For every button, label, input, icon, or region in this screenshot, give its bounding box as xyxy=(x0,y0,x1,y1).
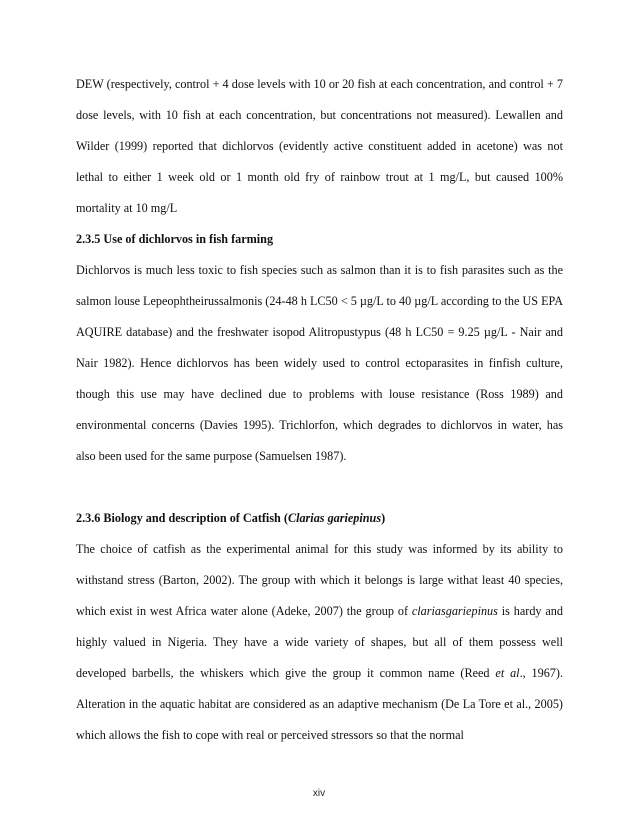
species-name: clariasgariepinus xyxy=(411,604,498,618)
section-heading-2-3-6 xyxy=(76,503,563,534)
paragraph-text-1: The choice of catfish as the experimental animal for this study was informed by its ability to withstand stress (Barton, 2002). The group with which it belongs is large withat least 40 species, which exist in west Africa water alone (Adeke, 2007) the group of xyxy=(76,542,563,618)
paragraph-text-3: ., 1967). Alteration in the aquatic habitat are considered as an adaptive mechanism (De La Tore et al., 2005) which allows the fish to cope with real or perceived stressors so that the normal xyxy=(76,666,564,742)
page-number: xiv xyxy=(312,788,326,799)
heading-species-name: Clarias gariepinus xyxy=(287,511,382,525)
paragraph-text-2: is hardy and highly valued in Nigeria. They have a wide variety of shapes, but all of them possess well developed barbells, the whiskers which give the group it common name (Reed xyxy=(76,604,563,680)
page-content xyxy=(76,69,563,751)
heading-text: 2.3.6 Biology and description of Catfish ( xyxy=(76,511,288,525)
paragraph-dew-results: DEW (respectively, control + 4 dose levels with 10 or 20 fish at each concentration, and control + 7 dose levels, with 10 fish at each concentration, but concentrations not measured). Lewallen and Wilder (1999) reported that dichlorvos (evidently active constituent added in acetone) was not lethal to either 1 week old or 1 month old fry of rainbow trout at 1 mg/L, but caused 100% mortality at 10 mg/L xyxy=(76,77,563,215)
heading-close: ) xyxy=(381,511,386,525)
paragraph-dichlorvos-fish-farming: Dichlorvos is much less toxic to fish species such as salmon than it is to fish parasites such as the salmon louse Lepeophtheirussalmonis (24-48 h LC50 < 5 µg/L to 40 µg/L according to the US EPA AQUIRE database) and the freshwater isopod Alitropustypus (48 h LC50 = 9.25 µg/L - Nair and Nair 1982). Hence dichlorvos has been widely used to control ectoparasites in finfish culture, though this use may have declined due to problems with louse resistance (Ross 1989) and environmental concerns (Davies 1995). Trichlorfon, which degrades to dichlorvos in water, has also been used for the same purpose (Samuelsen 1987). xyxy=(76,263,563,463)
paragraph-catfish-biology xyxy=(76,534,563,751)
citation-et-al: et al xyxy=(495,666,520,680)
section-heading-2-3-5: 2.3.5 Use of dichlorvos in fish farming xyxy=(76,232,274,246)
